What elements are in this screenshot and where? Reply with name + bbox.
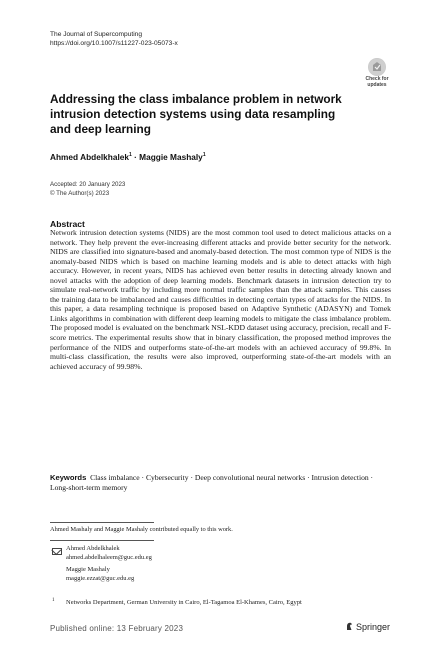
contact-email[interactable]: ahmed.abdelhaleem@guc.edu.eg [66,553,152,561]
affiliation-text: Networks Department, German University in Cairo, El-Tagamoa El-Khames, Cairo, Egypt [66,599,302,606]
contribution-note: Ahmed Mashaly and Maggie Mashaly contributed equally to this work. [50,526,233,533]
envelope-icon [52,548,62,555]
published-date: Published online: 13 February 2023 [50,624,184,633]
publisher-logo[interactable] [346,622,390,632]
footnote-divider [50,540,154,541]
contact-name: Ahmed Abdelkhalek [66,545,120,552]
affiliation-number: 1 [52,598,55,603]
journal-name: The Journal of Supercomputing [50,31,143,38]
affiliation-marker: 1 [202,152,206,159]
article-dates [50,180,125,198]
check-for-updates-icon [368,58,386,76]
accepted-date: Accepted: 20 January 2023 [50,181,126,188]
keywords-list: Class imbalance · Cybersecurity · Deep convolutional neural networks · Intrusion detection · Long-short-term memory [50,473,374,492]
contact-email[interactable]: maggie.ezzat@guc.edu.eg [66,574,135,582]
author-list [50,152,206,162]
abstract-text: Network intrusion detection systems (NIDS) are the most common tool used to detect malicious attacks on a network. They help prevent the ever-increasing different attacks and provide better security for the network. NIDS are classified into signature-based and anomaly-based detection. The most common type of NIDS is the anomaly-based NIDS which is based on machine learning models and is able to detect attacks with high accuracy. However, in recent years, NIDS has achieved even better results in detecting already known and novel attacks with the adoption of deep learning models. Benchmark datasets in intrusion detection try to simulate real-network traffic by including more normal traffic samples than the attack samples. This causes the training data to be imbalanced and causes difficulties in detecting certain types of attacks for the NIDS. In this paper, a data resampling technique is proposed based on Adaptive Synthetic (ADASYN) and Tomek Links algorithms in combination with different deep learning models to mitigate the class imbalance problem. The proposed model is evaluated on the benchmark NSL-KDD dataset using accuracy, precision, recall and F-score metrics. The experimental results show that in binary classification, the proposed method improves the performance of the NIDS and outperforms state-of-the-art models with an achieved accuracy of 99.8%. In multi-class classification, the results were also improved, outperforming state-of-the-art models with an achieved accuracy of 99.98%. [50,228,391,371]
springer-horse-icon [346,622,353,631]
correspondence-block [66,545,152,583]
article-title: Addressing the class imbalance problem in network intrusion detection systems using data resampling and deep learning [50,92,342,136]
badge-label: Check for updates [365,76,389,88]
keywords-label: Keywords [50,473,87,482]
author-name[interactable]: Maggie Mashaly [139,152,203,162]
doi-link[interactable]: https://doi.org/10.1007/s11227-023-05073-x [50,40,178,47]
contact-name: Maggie Mashaly [66,566,110,574]
author-separator: · [134,152,137,162]
footnote-divider [50,522,154,523]
journal-header [50,30,178,48]
keywords-section [50,473,391,493]
abstract-heading: Abstract [50,219,85,229]
author-name[interactable]: Ahmed Abdelkhalek [50,152,129,162]
publisher-name: Springer [356,622,391,632]
affiliation-marker: 1 [129,152,132,159]
copyright-notice: © The Author(s) 2023 [50,190,110,197]
check-for-updates-badge[interactable] [362,58,392,94]
